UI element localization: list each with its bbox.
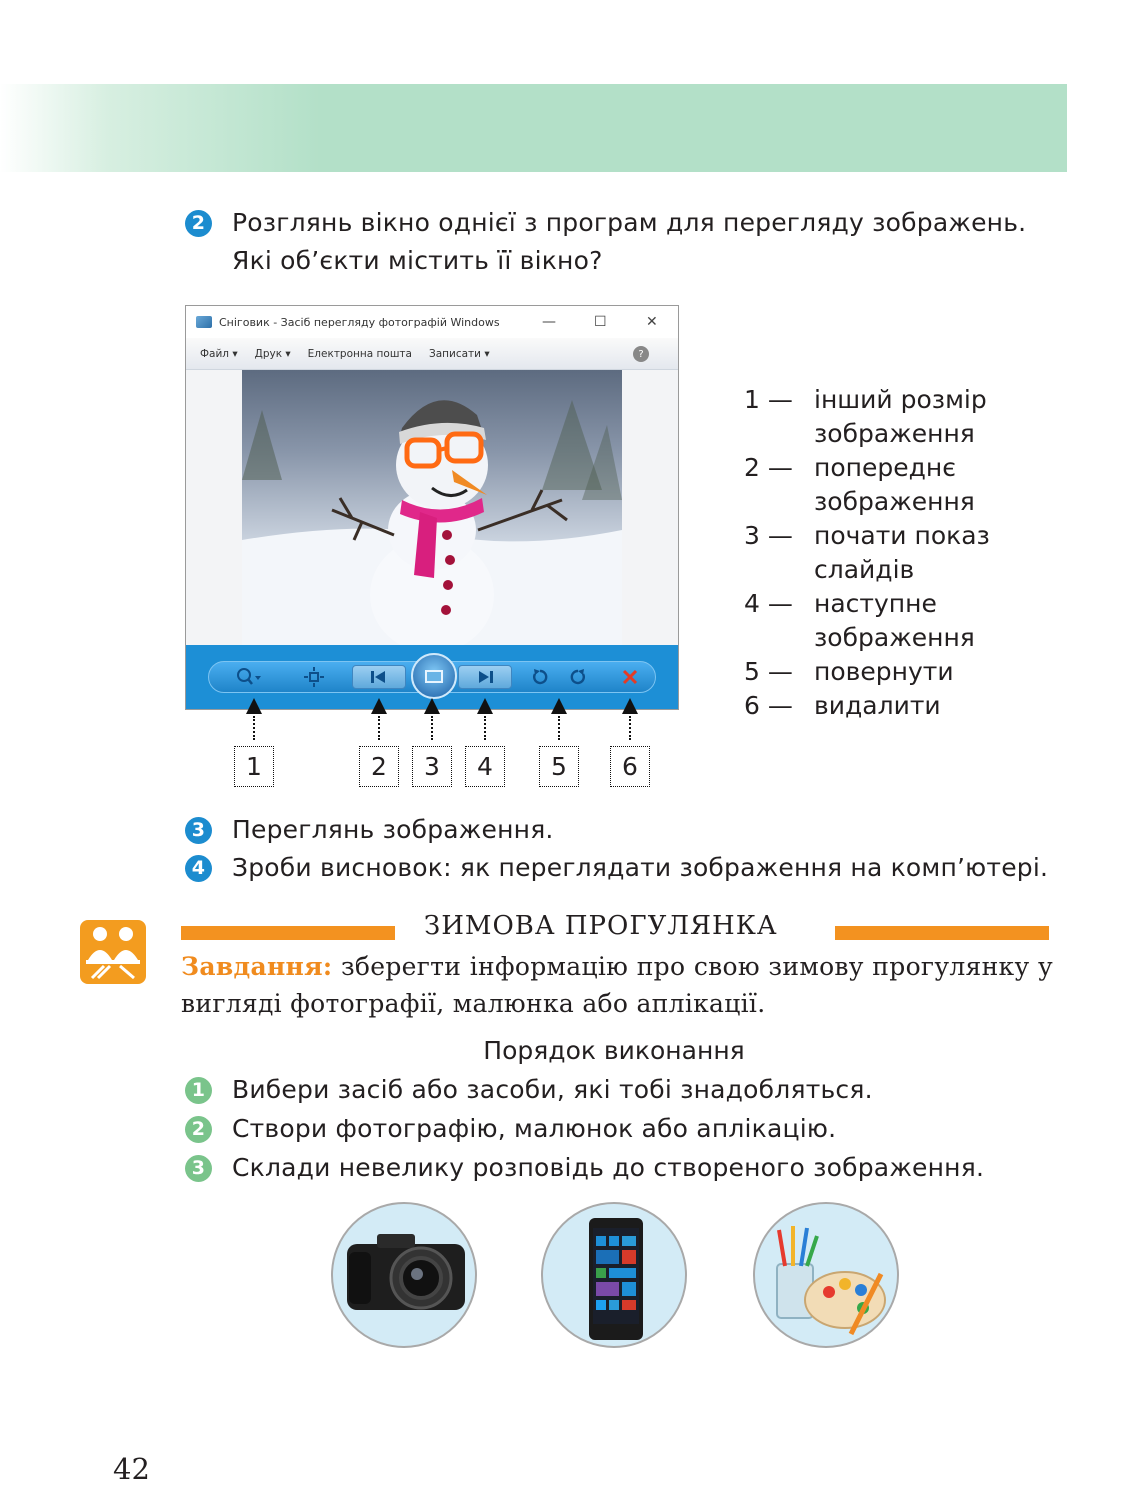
actual-size-icon[interactable] [302, 665, 326, 689]
art-supplies-icon [753, 1202, 899, 1348]
task-2-line-2: Які об’єкти містить її вікно? [232, 246, 603, 275]
menu-file[interactable]: Файл ▾ [200, 347, 238, 360]
maximize-icon[interactable]: ☐ [594, 314, 607, 330]
group-work-icon [80, 920, 146, 984]
task-number-badge: 2 [185, 210, 212, 237]
snowman-illustration [242, 370, 622, 645]
task-2-line-1: Розглянь вікно однієї з програм для перегляду зображень. [232, 208, 1027, 237]
task-label: Завдання: [181, 952, 333, 981]
callout-label-4: 4 [465, 746, 505, 787]
task-number-badge: 3 [185, 817, 212, 844]
step-text: Вибери засіб або засоби, які тобі знадобляться. [232, 1075, 873, 1104]
task-number-badge: 4 [185, 855, 212, 882]
delete-icon[interactable] [618, 665, 642, 689]
menu-burn[interactable]: Записати ▾ [428, 347, 490, 360]
callout-label-1: 1 [234, 746, 274, 787]
task-text: зберегти інформацію про свою зимову прогулянку у вигляді фотографії, малюнка або аплікації. [181, 952, 1053, 1018]
section-task [181, 948, 1053, 1022]
page-number: 42 [113, 1452, 150, 1486]
image-viewport [186, 370, 678, 645]
legend-item: 6 — видалити [744, 691, 941, 720]
step-text: Склади невелику розповідь до створеного зображення. [232, 1153, 985, 1182]
order-title: Порядок виконання [483, 1036, 745, 1065]
next-image-icon[interactable] [458, 665, 512, 689]
slideshow-icon[interactable] [411, 653, 457, 699]
menu-bar [186, 338, 678, 370]
section-bar-right [835, 926, 1049, 940]
zoom-icon[interactable] [234, 665, 264, 689]
menu-email[interactable]: Електронна пошта [307, 347, 412, 360]
task-3-text: Переглянь зображення. [232, 815, 554, 844]
window-title: Сніговик - Засіб перегляду фотографій Windows [219, 315, 500, 329]
legend-item: 4 — наступне зображення [744, 589, 975, 652]
legend-item: 2 — попереднє зображення [744, 453, 975, 516]
section-title: ЗИМОВА ПРОГУЛЯНКА [424, 911, 778, 941]
legend [744, 383, 1004, 723]
step-number-badge: 3 [185, 1155, 212, 1182]
callout-label-2: 2 [359, 746, 399, 787]
legend-item: 5 — повернути [744, 657, 954, 686]
menu-print[interactable]: Друк ▾ [254, 347, 291, 360]
legend-item: 1 — інший розмір зображення [744, 385, 987, 448]
step-text: Створи фотографію, малюнок або аплікацію. [232, 1114, 837, 1143]
callout-label-6: 6 [610, 746, 650, 787]
legend-item: 3 — почати показ слайдів [744, 521, 990, 584]
previous-image-icon[interactable] [352, 665, 406, 689]
window-title-bar [186, 306, 678, 338]
smartphone-icon [541, 1202, 687, 1348]
header-band [0, 84, 1067, 172]
snowman-photo [242, 370, 622, 645]
close-window-icon[interactable]: ✕ [646, 314, 658, 330]
photo-viewer-window [185, 305, 679, 710]
rotate-left-icon[interactable] [528, 665, 552, 689]
camera-icon [331, 1202, 477, 1348]
help-icon[interactable]: ? [633, 346, 649, 362]
callout-label-5: 5 [539, 746, 579, 787]
rotate-right-icon[interactable] [566, 665, 590, 689]
step-number-badge: 2 [185, 1116, 212, 1143]
photo-viewer-app-icon [196, 316, 212, 328]
section-bar-left [181, 926, 395, 940]
callout-label-3: 3 [412, 746, 452, 787]
task-4-text: Зроби висновок: як переглядати зображення на комп’ютері. [232, 853, 1049, 882]
step-number-badge: 1 [185, 1077, 212, 1104]
minimize-icon[interactable]: — [542, 314, 556, 330]
